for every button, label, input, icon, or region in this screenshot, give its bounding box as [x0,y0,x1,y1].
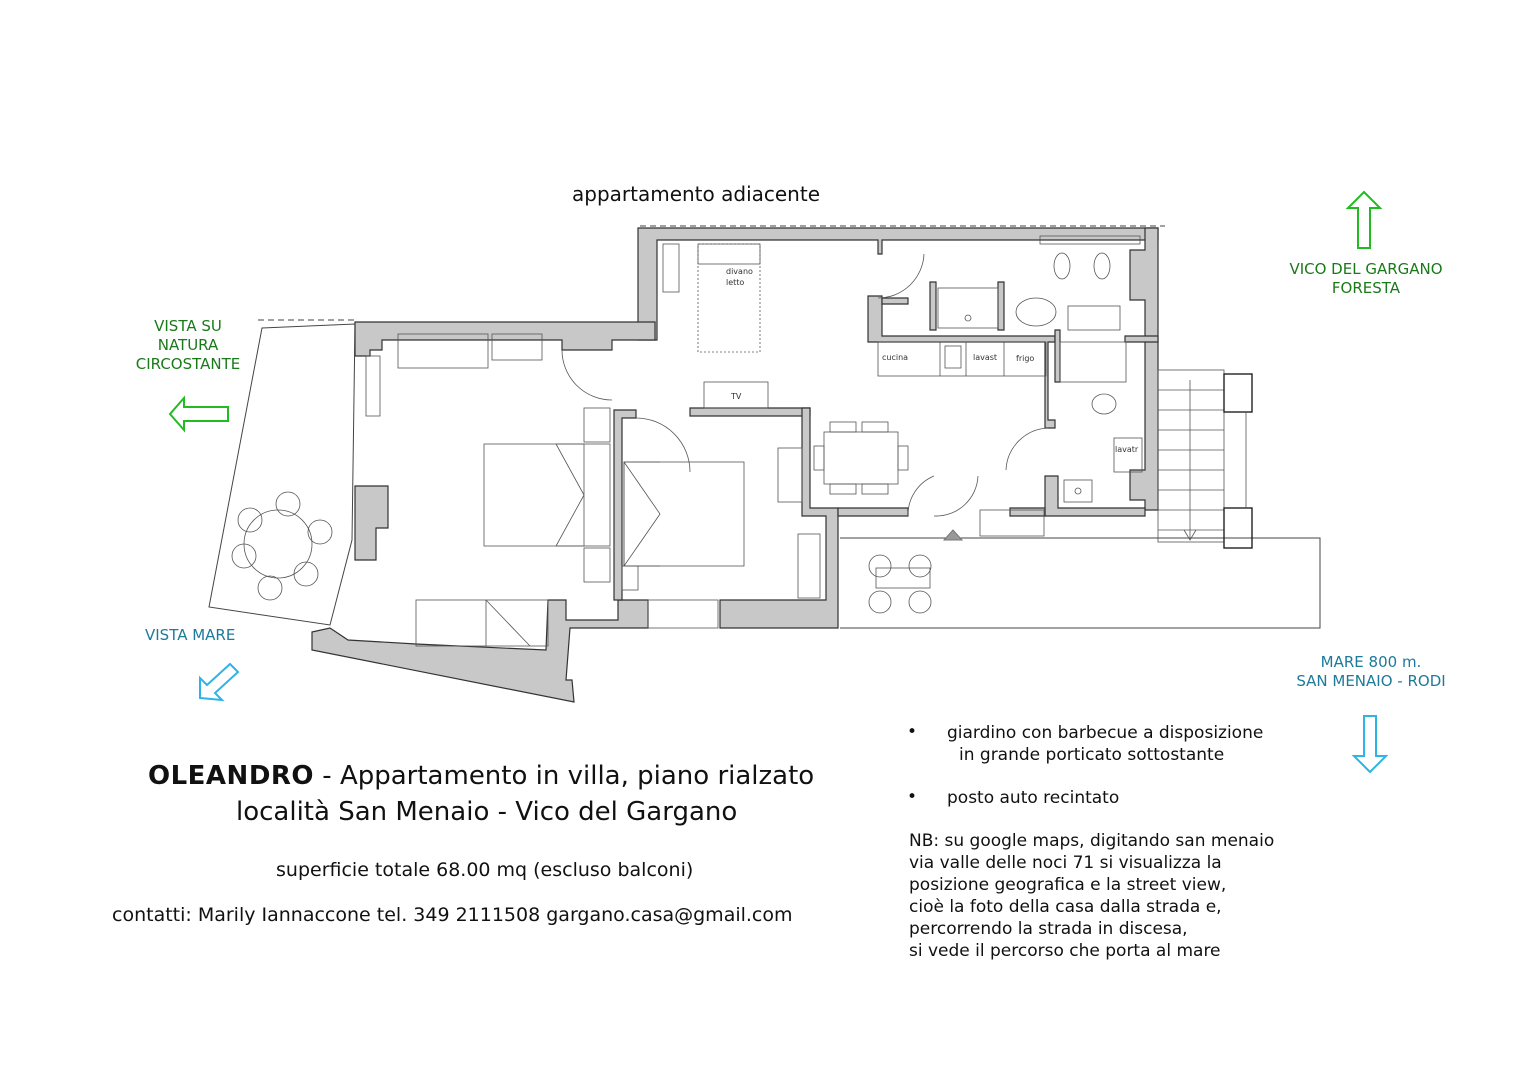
bathroom-sink [1016,298,1056,326]
double-bed-right [624,462,744,566]
direction-label-sea-view: VISTA MARE [145,626,236,644]
listing-title-rest: - Appartamento in villa, piano rialzato [314,761,815,791]
garden-table [876,568,930,588]
feature-parking: posto auto recintato [947,788,1120,808]
listing-area: superficie totale 68.00 mq (escluso balconi) [276,859,694,881]
sofa-bed [698,244,760,352]
feature-bullet-1: • [907,722,918,742]
fridge-label: frigo [1016,354,1035,363]
walls [312,228,1158,702]
dining-table [824,432,898,484]
listing-subtitle: località San Menaio - Vico del Gargano [236,797,738,827]
listing-title [148,758,814,794]
furniture [232,236,1252,646]
feature-bullet-2: • [907,787,918,807]
entrance-stairs [1158,370,1252,548]
adjacent-apartment-label: appartamento adiacente [572,182,821,206]
green-arrow-left-icon [170,398,228,430]
double-bed-left [484,444,610,546]
listing-name: OLEANDRO [148,761,315,791]
feature-garden: giardino con barbecue a disposizione in grande porticato sottostante [947,723,1264,765]
green-arrow-up-icon [1348,192,1380,248]
single-bed [416,600,548,646]
maps-note: NB: su google maps, digitando san menaio via valle delle noci 71 si visualizza la posizione geografica e la street view, cioè la foto della casa dalla strada e, percorrendo la strada in discesa, si vede il percorso che porta al mare [909,831,1275,961]
sofa-bed-label: divano [726,267,753,276]
balcony-table [244,510,312,578]
entrance-marker [944,530,962,540]
direction-label-nature: VISTA SU NATURA CIRCOSTANTE [135,317,241,373]
tv-label: TV [731,392,742,401]
blue-arrow-down-left-icon [200,664,238,700]
dishwasher-label: lavast [973,353,998,362]
front-garden [840,538,1320,628]
washer-label: lavatr [1115,445,1139,454]
sofa-bed-label-2: letto [726,278,745,287]
direction-label-vico: VICO DEL GARGANO FORESTA [1289,260,1443,297]
direction-label-sea-distance: MARE 800 m. SAN MENAIO - RODI [1296,653,1446,690]
kitchen-label: cucina [882,353,909,362]
blue-arrow-down-icon [1354,716,1386,772]
listing-contact: contatti: Marily Iannaccone tel. 349 2111508 gargano.casa@gmail.com [112,904,793,926]
